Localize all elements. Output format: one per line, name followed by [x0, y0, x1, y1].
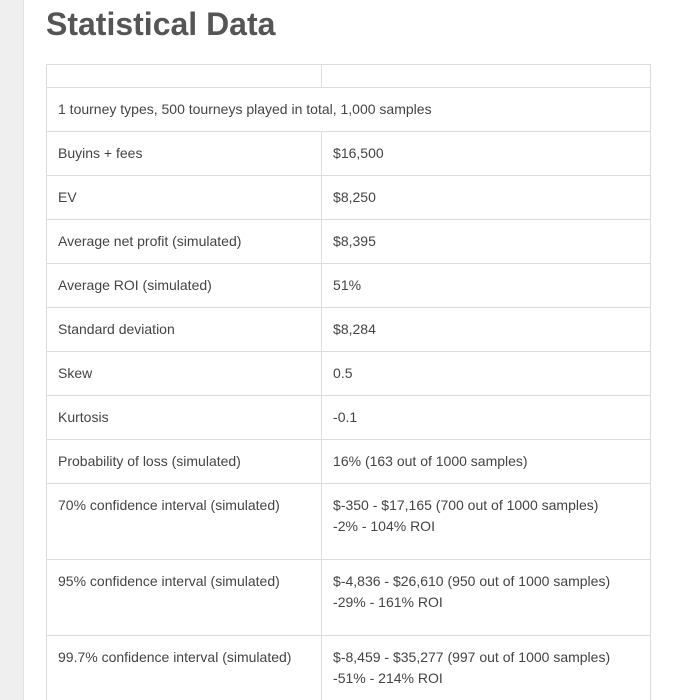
- row-label: 70% confidence interval (simulated): [47, 484, 322, 560]
- interval-range: $-8,459 - $35,277 (997 out of 1000 samples): [333, 649, 611, 665]
- row-value: $8,284: [322, 308, 651, 352]
- statistical-data-table: [46, 64, 651, 700]
- row-label: Average ROI (simulated): [47, 264, 322, 308]
- row-value: 51%: [322, 264, 651, 308]
- table-row: [47, 560, 651, 636]
- row-value: $16,500: [322, 132, 651, 176]
- empty-header-cell: [322, 65, 651, 88]
- row-label: Buyins + fees: [47, 132, 322, 176]
- table-row: [47, 220, 651, 264]
- row-label: Probability of loss (simulated): [47, 440, 322, 484]
- row-value: $8,250: [322, 176, 651, 220]
- interval-range: $-350 - $17,165 (700 out of 1000 samples): [333, 497, 599, 513]
- main-content: [46, 0, 651, 700]
- interval-range: $-4,836 - $26,610 (950 out of 1000 samples): [333, 573, 611, 589]
- row-label: Average net profit (simulated): [47, 220, 322, 264]
- row-value: [322, 636, 651, 700]
- table-row: [47, 176, 651, 220]
- interval-roi: -51% - 214% ROI: [333, 670, 443, 686]
- table-header-row: [47, 65, 651, 88]
- table-row: [47, 636, 651, 700]
- table-row: [47, 308, 651, 352]
- table-row: [47, 132, 651, 176]
- empty-header-cell: [47, 65, 322, 88]
- row-label: Standard deviation: [47, 308, 322, 352]
- row-label: EV: [47, 176, 322, 220]
- interval-roi: -29% - 161% ROI: [333, 594, 443, 610]
- row-value: [322, 484, 651, 560]
- interval-roi: -2% - 104% ROI: [333, 518, 435, 534]
- table-row: [47, 484, 651, 560]
- table-row: [47, 352, 651, 396]
- table-row: [47, 396, 651, 440]
- table-row: [47, 264, 651, 308]
- row-label: 95% confidence interval (simulated): [47, 560, 322, 636]
- row-value: $8,395: [322, 220, 651, 264]
- row-value: 0.5: [322, 352, 651, 396]
- summary-cell: 1 tourney types, 500 tourneys played in total, 1,000 samples: [47, 88, 651, 132]
- row-label: 99.7% confidence interval (simulated): [47, 636, 322, 700]
- row-label: Skew: [47, 352, 322, 396]
- page-title: Statistical Data: [46, 6, 276, 42]
- page-left-gutter: [0, 0, 24, 700]
- row-label: Kurtosis: [47, 396, 322, 440]
- row-value: [322, 560, 651, 636]
- row-value: 16% (163 out of 1000 samples): [322, 440, 651, 484]
- summary-row: [47, 88, 651, 132]
- table-row: [47, 440, 651, 484]
- row-value: -0.1: [322, 396, 651, 440]
